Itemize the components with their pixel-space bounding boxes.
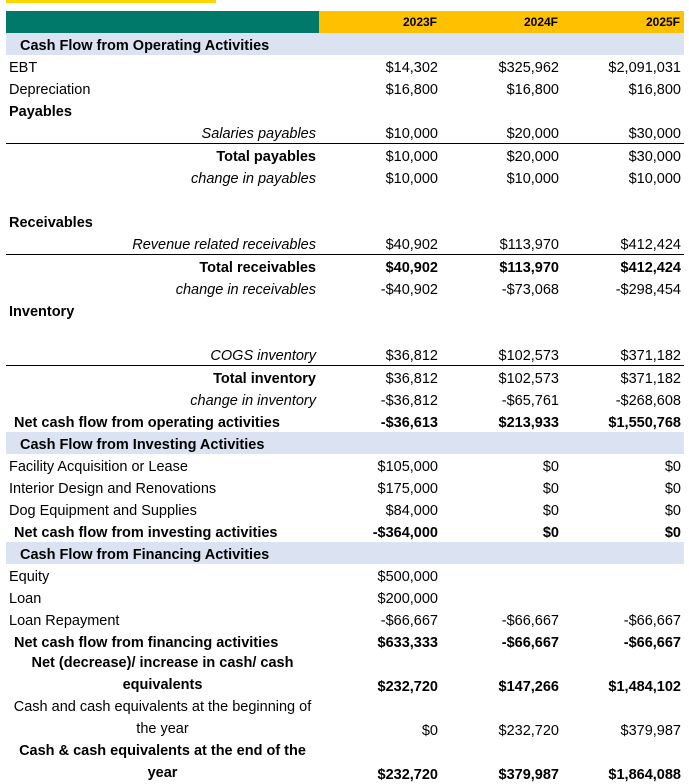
row-value: $10,000 (506, 171, 559, 187)
table-row (6, 343, 684, 366)
row-label: Total receivables (6, 255, 319, 278)
row-value: -$268,608 (615, 393, 681, 409)
table-row (6, 564, 684, 586)
table-row (6, 255, 684, 278)
section-header-row (6, 542, 684, 564)
top-accent-bar (6, 0, 216, 3)
row-label: Cash & cash equivalents at the end of the year (19, 743, 306, 781)
table-row (6, 454, 684, 476)
row-label: change in receivables (175, 282, 316, 298)
row-label: Net cash flow from financing activities (14, 635, 279, 651)
row-value: -$66,667 (501, 613, 559, 629)
row-label: Inventory (9, 304, 75, 320)
row-label: change in payables (191, 171, 316, 187)
row-value (562, 210, 684, 232)
row-value: $200,000 (377, 591, 438, 607)
row-value (319, 210, 441, 232)
row-value: $412,424 (620, 237, 681, 253)
table-row (6, 232, 684, 255)
row-value (441, 586, 562, 608)
row-value (562, 586, 684, 608)
row-value: -$65,761 (501, 393, 559, 409)
row-value: $147,266 (498, 679, 559, 695)
row-value: $175,000 (377, 481, 438, 497)
row-value (441, 299, 562, 321)
row-value (441, 210, 562, 232)
row-value: $371,182 (562, 366, 684, 389)
row-value: $379,987 (620, 723, 681, 739)
row-value: -$66,667 (380, 613, 438, 629)
row-value: $10,000 (385, 126, 438, 142)
row-value: -$66,667 (501, 635, 559, 651)
row-value: $1,484,102 (608, 679, 681, 695)
table-row (6, 498, 684, 520)
row-value: $0 (542, 459, 559, 475)
table-row (6, 188, 684, 210)
table-row (6, 696, 684, 740)
row-value: $2,091,031 (608, 60, 681, 76)
row-label: Total payables (6, 144, 319, 167)
row-label: Equity (9, 569, 50, 585)
table-row (6, 321, 684, 343)
row-label: Salaries payables (201, 126, 316, 142)
table-row (6, 630, 684, 652)
row-value: $36,812 (385, 348, 438, 364)
row-value: $102,573 (498, 348, 559, 364)
row-value: $0 (542, 481, 559, 497)
row-value: $0 (664, 481, 681, 497)
row-value: $10,000 (319, 144, 441, 167)
row-label: Cash and cash equivalents at the beginning of the year (13, 699, 312, 737)
row-value: $213,933 (498, 415, 559, 431)
row-label: Loan (9, 591, 42, 607)
row-value: $232,720 (377, 767, 438, 783)
row-label: Net (decrease)/ increase in cash/ cash equivalents (31, 655, 294, 693)
row-value: $40,902 (319, 255, 441, 278)
table-row (6, 366, 684, 389)
table-row (6, 740, 684, 784)
cash-flow-table (6, 11, 684, 784)
row-value (319, 188, 441, 210)
table-row (6, 410, 684, 432)
row-value (319, 321, 441, 343)
row-value (562, 299, 684, 321)
row-value: $16,800 (628, 82, 681, 98)
row-value: $0 (664, 525, 681, 541)
row-value (441, 564, 562, 586)
section-filler-cell (562, 33, 684, 55)
row-value (441, 321, 562, 343)
row-label: Receivables (9, 215, 93, 231)
row-label: Net cash flow from operating activities (14, 415, 280, 431)
row-value: -$66,667 (623, 635, 681, 651)
row-value (562, 188, 684, 210)
section-title: Cash Flow from Operating Activities (6, 33, 319, 55)
table-row (6, 277, 684, 299)
table-row (6, 299, 684, 321)
year-header: 2023F (319, 11, 441, 33)
row-label: EBT (9, 60, 38, 76)
row-value: -$73,068 (501, 282, 559, 298)
row-value: -$36,812 (380, 393, 438, 409)
row-value: $105,000 (377, 459, 438, 475)
row-value: $379,987 (498, 767, 559, 783)
row-value: -$364,000 (372, 525, 438, 541)
row-label: Revenue related receivables (132, 237, 316, 253)
row-value (441, 188, 562, 210)
table-row (6, 520, 684, 542)
table-row (6, 652, 684, 696)
section-filler-cell (441, 432, 562, 454)
row-value: $20,000 (441, 144, 562, 167)
section-filler-cell (319, 542, 441, 564)
row-value: $0 (664, 503, 681, 519)
section-filler-cell (319, 432, 441, 454)
row-value (562, 564, 684, 586)
row-label: Payables (9, 104, 72, 120)
row-value (319, 99, 441, 121)
header-corner-cell (6, 11, 319, 33)
cash-flow-table-body (6, 11, 684, 784)
row-value: $0 (542, 525, 559, 541)
row-value: $1,864,088 (608, 767, 681, 783)
year-header: 2025F (562, 11, 684, 33)
row-value: $371,182 (620, 348, 681, 364)
row-value: -$40,902 (380, 282, 438, 298)
row-value (562, 321, 684, 343)
table-row (6, 586, 684, 608)
section-title: Cash Flow from Financing Activities (6, 542, 319, 564)
row-label (6, 188, 319, 210)
row-label: Interior Design and Renovations (9, 481, 217, 497)
table-row (6, 608, 684, 630)
row-label (6, 321, 319, 343)
row-value: $102,573 (441, 366, 562, 389)
row-value: $412,424 (562, 255, 684, 278)
row-value: $0 (542, 503, 559, 519)
row-value: -$66,667 (623, 613, 681, 629)
row-value: $113,970 (499, 237, 559, 253)
row-label: Dog Equipment and Supplies (9, 503, 197, 519)
row-value: $36,812 (319, 366, 441, 389)
row-label: Facility Acquisition or Lease (9, 459, 188, 475)
row-value: $30,000 (562, 144, 684, 167)
row-value (319, 299, 441, 321)
row-value: $0 (664, 459, 681, 475)
row-label: COGS inventory (210, 348, 316, 364)
section-title: Cash Flow from Investing Activities (6, 432, 319, 454)
row-value: -$298,454 (615, 282, 681, 298)
row-value: $1,550,768 (608, 415, 681, 431)
row-value (562, 99, 684, 121)
section-filler-cell (441, 542, 562, 564)
row-value (441, 99, 562, 121)
row-value: $84,000 (385, 503, 438, 519)
table-row (6, 55, 684, 77)
row-label: Net cash flow from investing activities (14, 525, 278, 541)
row-label: change in inventory (190, 393, 316, 409)
row-value: $500,000 (377, 569, 438, 585)
row-value: $10,000 (628, 171, 681, 187)
row-value: $10,000 (385, 171, 438, 187)
row-value: $113,970 (441, 255, 562, 278)
header-row (6, 11, 684, 33)
table-row (6, 166, 684, 188)
section-filler-cell (441, 33, 562, 55)
row-value: $633,333 (377, 635, 438, 651)
row-label: Loan Repayment (9, 613, 120, 629)
row-value: -$36,613 (380, 415, 438, 431)
table-row (6, 99, 684, 121)
table-row (6, 144, 684, 167)
table-row (6, 77, 684, 99)
row-value: $232,720 (377, 679, 438, 695)
row-value: $14,302 (385, 60, 438, 76)
row-value: $30,000 (628, 126, 681, 142)
row-value: $325,962 (498, 60, 559, 76)
section-header-row (6, 432, 684, 454)
row-value: $0 (421, 723, 438, 739)
row-value: $232,720 (498, 723, 559, 739)
table-row (6, 210, 684, 232)
section-header-row (6, 33, 684, 55)
table-row (6, 121, 684, 144)
row-value: $16,800 (385, 82, 438, 98)
row-value: $16,800 (506, 82, 559, 98)
row-label: Total inventory (6, 366, 319, 389)
row-label: Depreciation (9, 82, 91, 98)
table-row (6, 388, 684, 410)
row-value: $20,000 (506, 126, 559, 142)
section-filler-cell (562, 432, 684, 454)
row-value: $40,902 (385, 237, 438, 253)
table-row (6, 476, 684, 498)
section-filler-cell (562, 542, 684, 564)
section-filler-cell (319, 33, 441, 55)
year-header: 2024F (441, 11, 562, 33)
